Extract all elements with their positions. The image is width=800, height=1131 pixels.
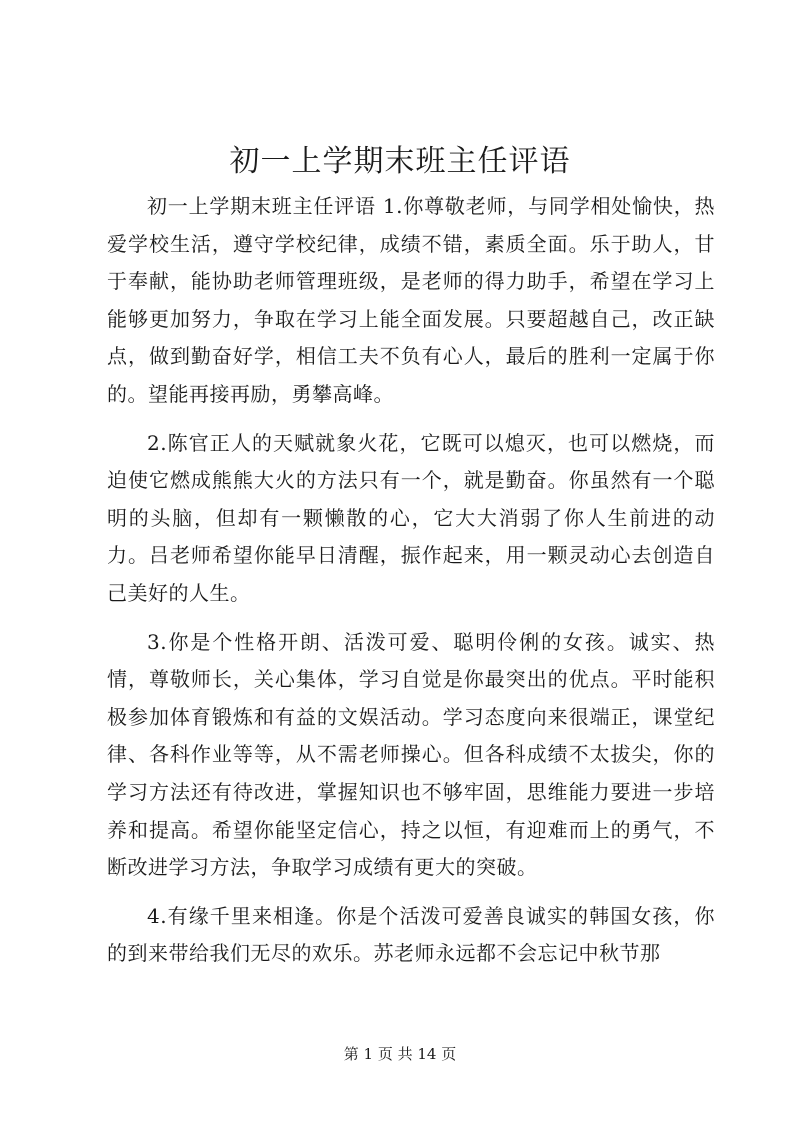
document-body (107, 188, 715, 984)
paragraph-4: 4.有缘千里来相逢。你是个活泼可爱善良诚实的韩国女孩，你的到来带给我们无尽的欢乐。苏老师永远都不会忘记中秋节那 (107, 903, 715, 966)
paragraph-3: 3.你是个性格开朗、活泼可爱、聪明伶俐的女孩。诚实、热情，尊敬师长，关心集体，学习自觉是你最突出的优点。平时能积极参加体育锻炼和有益的文娱活动。学习态度向来很端正，课堂纪律、各科作业等等，从不需老师操心。但各科成绩不太拔尖，你的学习方法还有待改进，掌握知识也不够牢固，思维能力要进一步培养和提高。希望你能坚定信心，持之以恒，有迎难而上的勇气，不断改进学习方法，争取学习成绩有更大的突破。 (107, 629, 715, 880)
paragraph-1: 初一上学期末班主任评语 1.你尊敬老师，与同学相处愉快，热爱学校生活，遵守学校纪律，成绩不错，素质全面。乐于助人，甘于奉献，能协助老师管理班级，是老师的得力助手，希望在学习上能够更加努力，争取在学习上能全面发展。只要超越自己，改正缺点，做到勤奋好学，相信工夫不负有心人，最后的胜利一定属于你的。望能再接再励，勇攀高峰。 (107, 194, 715, 406)
document-title: 初一上学期末班主任评语 (229, 144, 571, 179)
paragraph-2: 2.陈官正人的天赋就象火花，它既可以熄灭，也可以燃烧，而迫使它燃成熊熊大火的方法只有一个，就是勤奋。你虽然有一个聪明的头脑，但却有一颗懒散的心，它大大消弱了你人生前进的动力。吕老师希望你能早日清醒，振作起来，用一颗灵动心去创造自己美好的人生。 (107, 430, 715, 605)
page-number-footer: 第 1 页 共 14 页 (343, 1045, 457, 1063)
